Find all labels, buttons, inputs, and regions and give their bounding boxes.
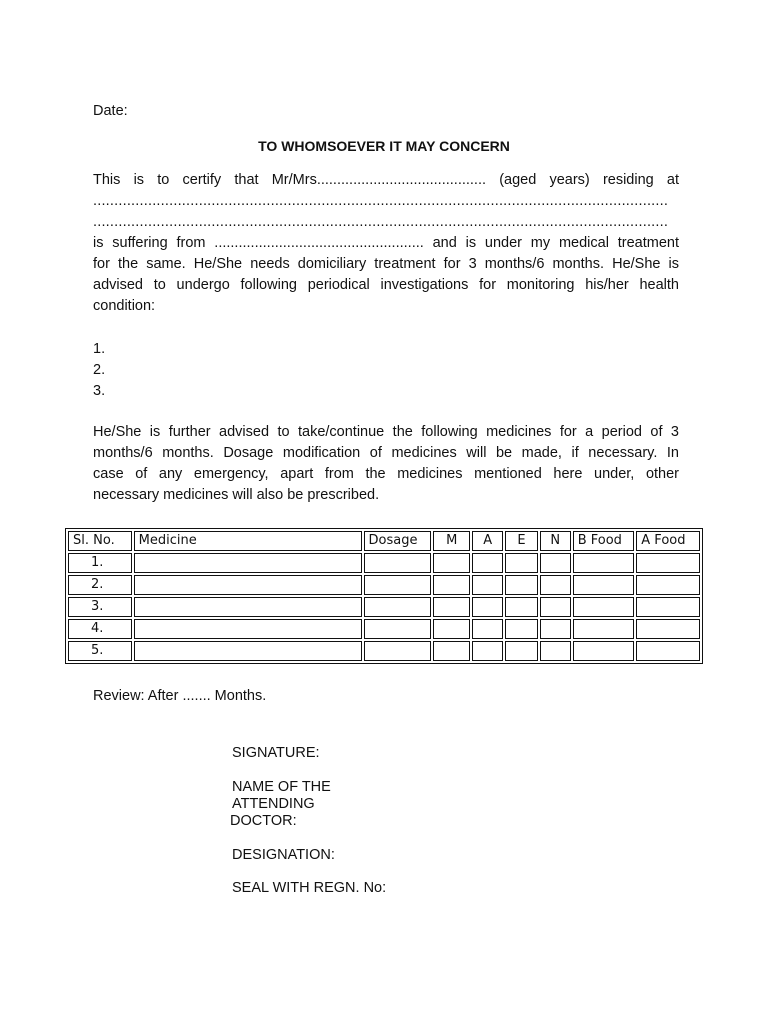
row-number: 3. [68, 597, 132, 617]
table-row [68, 619, 700, 639]
table-row [68, 597, 700, 617]
column-header-after-food: A Food [636, 531, 700, 551]
before-food-cell[interactable] [573, 641, 635, 661]
column-header-medicine: Medicine [134, 531, 362, 551]
column-header-evening: E [505, 531, 538, 551]
morning-cell[interactable] [433, 597, 470, 617]
certificate-line: condition: [93, 298, 156, 314]
table-header-row [68, 531, 700, 551]
doctor-name-label-line1: NAME OF THE [232, 779, 331, 795]
column-header-sl-no: Sl. No. [68, 531, 132, 551]
certificate-line: This is to certify that Mr/Mrs.......................................... (aged years) residing at [93, 172, 679, 188]
dosage-cell[interactable] [364, 597, 432, 617]
morning-cell[interactable] [433, 641, 470, 661]
column-header-dosage: Dosage [364, 531, 432, 551]
dosage-cell[interactable] [364, 553, 432, 573]
certificate-line: for the same. He/She needs domiciliary treatment for 3 months/6 months. He/She is [93, 256, 679, 272]
row-number: 5. [68, 641, 132, 661]
before-food-cell[interactable] [573, 597, 635, 617]
after-food-cell[interactable] [636, 553, 700, 573]
evening-cell[interactable] [505, 597, 538, 617]
certificate-line: is suffering from .................................................... and is under my medical treatment [93, 235, 679, 251]
afternoon-cell[interactable] [472, 597, 503, 617]
night-cell[interactable] [540, 641, 571, 661]
after-food-cell[interactable] [636, 575, 700, 595]
column-header-morning: M [433, 531, 470, 551]
medicine-table [65, 528, 703, 664]
dosage-cell[interactable] [364, 641, 432, 661]
list-item: 2. [93, 362, 106, 378]
certificate-line: advised to undergo following periodical investigations for monitoring his/her health [93, 277, 679, 293]
morning-cell[interactable] [433, 575, 470, 595]
table-row [68, 575, 700, 595]
after-food-cell[interactable] [636, 641, 700, 661]
evening-cell[interactable] [505, 575, 538, 595]
afternoon-cell[interactable] [472, 553, 503, 573]
morning-cell[interactable] [433, 619, 470, 639]
column-header-night: N [540, 531, 571, 551]
row-number: 2. [68, 575, 132, 595]
certificate-paragraph [93, 170, 679, 317]
dosage-cell[interactable] [364, 619, 432, 639]
night-cell[interactable] [540, 619, 571, 639]
evening-cell[interactable] [505, 619, 538, 639]
before-food-cell[interactable] [573, 553, 635, 573]
afternoon-cell[interactable] [472, 641, 503, 661]
dosage-cell[interactable] [364, 575, 432, 595]
night-cell[interactable] [540, 597, 571, 617]
column-header-afternoon: A [472, 531, 503, 551]
advice-line: months/6 months. Dosage modification of medicines will be made, if necessary. In [93, 445, 679, 461]
list-item: 1. [93, 341, 106, 357]
evening-cell[interactable] [505, 641, 538, 661]
page-title: TO WHOMSOEVER IT MAY CONCERN [258, 138, 510, 154]
row-number: 4. [68, 619, 132, 639]
column-header-before-food: B Food [573, 531, 635, 551]
seal-regn-label: SEAL WITH REGN. No: [232, 880, 387, 896]
advice-paragraph [93, 422, 679, 506]
evening-cell[interactable] [505, 553, 538, 573]
after-food-cell[interactable] [636, 619, 700, 639]
night-cell[interactable] [540, 553, 571, 573]
medicine-cell[interactable] [134, 619, 362, 639]
medicine-cell[interactable] [134, 641, 362, 661]
investigation-list [93, 339, 105, 402]
morning-cell[interactable] [433, 553, 470, 573]
address-blank-line: ........................................................................................................................................ [93, 193, 669, 209]
afternoon-cell[interactable] [472, 575, 503, 595]
medicine-cell[interactable] [134, 553, 362, 573]
night-cell[interactable] [540, 575, 571, 595]
before-food-cell[interactable] [573, 575, 635, 595]
advice-line: He/She is further advised to take/continue the following medicines for a period of 3 [93, 424, 679, 440]
designation-label: DESIGNATION: [232, 847, 335, 863]
table-row [68, 641, 700, 661]
advice-line: case of any emergency, apart from the medicines mentioned here under, other [93, 466, 679, 482]
medicine-cell[interactable] [134, 597, 362, 617]
row-number: 1. [68, 553, 132, 573]
address-blank-line: ........................................................................................................................................ [93, 214, 669, 230]
medicine-cell[interactable] [134, 575, 362, 595]
advice-line: necessary medicines will also be prescribed. [93, 487, 380, 503]
signature-label: SIGNATURE: [232, 745, 320, 761]
after-food-cell[interactable] [636, 597, 700, 617]
afternoon-cell[interactable] [472, 619, 503, 639]
doctor-name-label-line3: DOCTOR: [230, 813, 297, 829]
list-item: 3. [93, 383, 106, 399]
review-line: Review: After ....... Months. [93, 688, 267, 704]
table-row [68, 553, 700, 573]
date-label: Date: [93, 103, 128, 119]
doctor-name-label-line2: ATTENDING [232, 796, 315, 812]
before-food-cell[interactable] [573, 619, 635, 639]
